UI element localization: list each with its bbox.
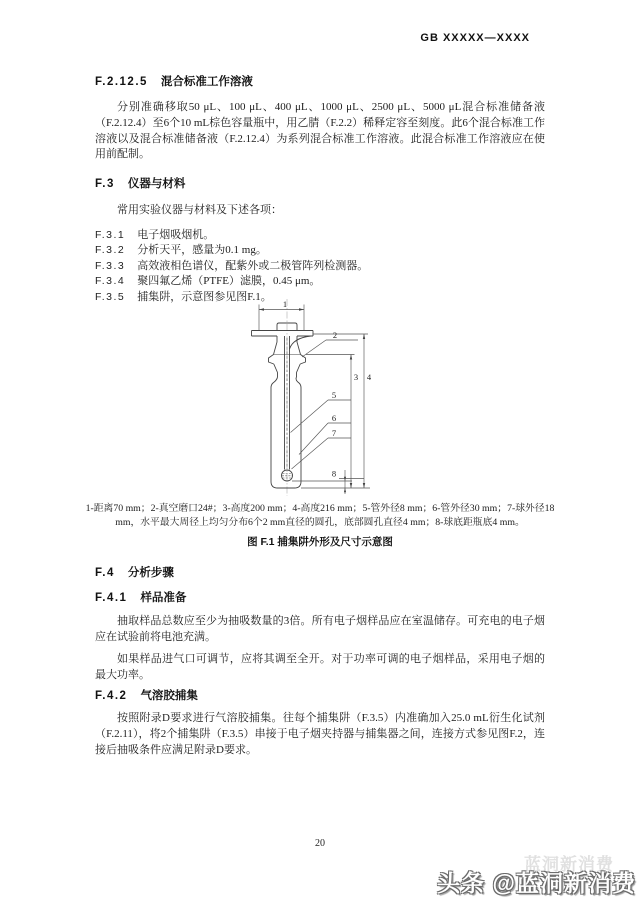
item-number: F.3.3 [95,259,126,272]
clause-number: F.4 [95,567,115,580]
clause-heading-f2-12-5 [95,75,545,89]
clause-heading-f4 [95,566,545,580]
item-text: 高效液相色谱仪，配紫外或二极管阵列检测器。 [137,259,369,272]
clause-title: 仪器与材料 [127,178,186,191]
clause-number: F.3 [95,178,115,191]
dimension-3-4-lines [301,334,370,488]
figure-label: 5 [331,390,337,401]
trap-glass-outline [252,323,314,488]
list-item [95,274,545,290]
item-number: F.3.5 [95,290,126,303]
clause-number: F.2.12.5 [95,76,148,88]
clause-heading-f4-2 [95,689,545,703]
figure-label: 7 [331,428,337,439]
figure-label: 6 [331,413,337,424]
list-item [95,228,545,244]
item-text: 电子烟吸烟机。 [137,228,215,241]
watermark-ghost-text: 蓝洞新消费 [524,855,614,874]
paragraph-f2-12-5: 分别准确移取50 μL、100 μL、400 μL、1000 μL、2500 μL、5000 μL混合标准储备液（F.2.12.4）至6个10 mL棕色容量瓶中，用乙腈（F.2.2）稀释定容至刻度。此6个混合标准工作溶液以及混合标准储备液（F.2.12.4）为系列混合标准工作溶液。此混合标准工作溶液应在使用前配制。 [95,101,545,161]
clause-number: F.4.2 [95,690,128,703]
figure-part-labels [283,299,372,479]
paragraph-f3-intro: 常用实验仪器与材料及下述各项： [117,204,282,217]
watermark-text: 头条 @蓝洞新消费 [437,870,636,896]
clause-heading-f4-1 [95,591,545,605]
clause-heading-f3 [95,177,545,191]
item-text: 聚四氟乙烯（PTFE）滤膜，0.45 μm。 [137,275,321,288]
paragraph-f4-2: 按照附录D要求进行气溶胶捕集。往每个捕集阱（F.3.5）内准确加入25.0 mL衍生化试剂（F.2.11），将2个捕集阱（F.3.5）串接于电子烟夹持器与捕集器之间，连接方式参见图F.2，连接后抽吸条件应满足附录D要求。 [95,712,545,756]
clause-title: 混合标准工作溶液 [160,76,253,88]
clause-title: 样品准备 [140,592,187,605]
trap-schematic-drawing [230,296,380,500]
figure-label: 4 [366,372,372,383]
figure-label: 1 [282,299,288,310]
figure-label: 8 [331,468,337,479]
page-number: 20 [315,838,325,849]
dimension-8-lines [292,470,364,494]
item-number: F.3.2 [95,244,126,257]
figure-label: 3 [353,372,359,383]
item-text: 分析天平，感量为0.1 mg。 [137,244,267,257]
standard-code-header: GB XXXXX—XXXX [420,32,530,44]
item-number: F.3.4 [95,275,126,288]
item-text: 捕集阱，示意图参见图F.1。 [137,290,272,303]
clause-number: F.4.1 [95,592,128,605]
figure-caption: 1-距离70 mm；2-真空磨口24#；3-高度200 mm；4-高度216 mm；5-管外径8 mm；6-管外径30 mm；7-球外径18 mm，水平最大周径上均匀分布6个2 mm直径的圆孔，底部圆孔直径4 mm；8-球底距瓶底4 mm。 [85,503,555,528]
apparatus-list [95,228,545,306]
list-item [95,243,545,259]
clause-title: 分析步骤 [127,567,174,580]
item-number: F.3.1 [95,228,126,241]
figure-label: 2 [332,330,338,341]
list-item [95,259,545,275]
paragraph-f4-1b: 如果样品进气口可调节，应将其调至全开。对于功率可调的电子烟样品，采用电子烟的最大功率。 [95,652,545,681]
figure-title: 图 F.1 捕集阱外形及尺寸示意图 [247,536,393,549]
figure-f1 [95,296,545,500]
clause-title: 气溶胶捕集 [140,690,198,703]
paragraph-f4-1a: 抽取样品总数应至少为抽吸数量的3倍。所有电子烟样品应在室温储存。可充电的电子烟应在试验前将电池充满。 [95,615,545,643]
